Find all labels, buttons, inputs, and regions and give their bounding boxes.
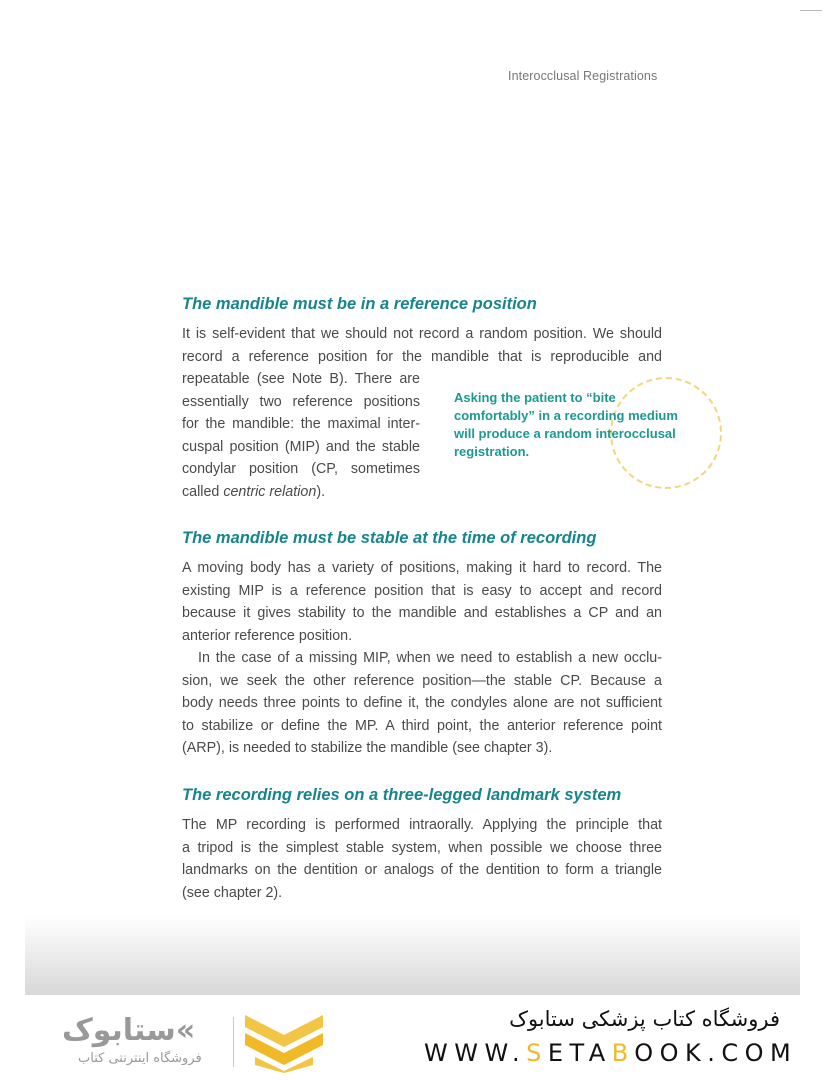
section-heading: The recording relies on a three-legged landmark system: [182, 786, 622, 804]
text-line: for the mandible: the maximal inter-: [182, 416, 420, 432]
running-head: Interocclusal Registrations: [508, 69, 658, 83]
text-line: [182, 481, 420, 504]
text-line: (ARP), is needed to stabilize the mandible (see chapter 3).: [182, 740, 553, 756]
text-line: The MP recording is performed intraorally. Applying the principle that: [182, 817, 662, 833]
text-line: cuspal position (MIP) and the stable: [182, 438, 420, 455]
watermark-footer: [0, 995, 825, 1080]
text-line: repeatable (see Note B). There are: [182, 371, 420, 387]
text-line: to stabilize or define the MP. A third point, the anterior reference point: [182, 717, 662, 734]
divider: [233, 1017, 234, 1067]
callout-quote: Asking the patient to “bite comfortably” in a recording medium will produce a random interocclusal registration.: [454, 390, 678, 459]
text-line: In the case of a missing MIP, when we need to establish a new occlu-: [198, 650, 662, 666]
text-line: essentially two reference positions: [182, 393, 420, 410]
text-line: (see chapter 2).: [182, 884, 283, 901]
url-part: WWW.: [424, 1039, 527, 1067]
url-part: OOK.COM: [634, 1039, 798, 1067]
text-line: It is self-evident that we should not record a random position. We should: [182, 326, 662, 342]
section-heading: The mandible must be in a reference position: [182, 295, 537, 313]
logo-subtitle: فروشگاه اینترنتی کتاب: [78, 1051, 202, 1066]
section-heading: The mandible must be stable at the time of recording: [182, 529, 597, 547]
url-part: S: [526, 1039, 548, 1067]
text-line: anterior reference position.: [182, 627, 353, 644]
text-line: landmarks on the dentition or analogs of the dentition to form a triangle: [182, 862, 662, 878]
text-line: record a reference position for the mandible that is reproducible and: [182, 348, 662, 365]
text-line: a tripod is the simplest stable system, when possible we choose three: [182, 839, 662, 856]
text-line: because it gives stability to the mandible and establishes a CP and an: [182, 605, 662, 621]
text-line: sion, we seek the other reference position—the stable CP. Because a: [182, 672, 662, 689]
store-url: [424, 1039, 797, 1067]
section-stability: [182, 527, 662, 760]
url-part: B: [611, 1039, 635, 1067]
italic-term: centric relation: [223, 483, 317, 500]
page-bottom-shadow: [25, 915, 800, 995]
chevron-logo-icon: [245, 1015, 323, 1073]
logo-text: ستابوک«: [62, 1013, 196, 1048]
section-three-legged: [182, 784, 662, 904]
store-name: فروشگاه کتاب پزشکی ستابوک: [509, 1007, 780, 1031]
text: ).: [316, 483, 326, 500]
url-part: ETA: [547, 1039, 612, 1067]
text-line: condylar position (CP, sometimes: [182, 461, 420, 477]
text-line: body needs three points to define it, the condyles alone are not sufficient: [182, 695, 662, 711]
text-line: existing MIP is a reference position that is easy to accept and record: [182, 582, 662, 599]
text: called: [182, 483, 224, 500]
text-line: A moving body has a variety of positions, making it hard to record. The: [182, 560, 662, 576]
corner-mark: [800, 10, 822, 11]
